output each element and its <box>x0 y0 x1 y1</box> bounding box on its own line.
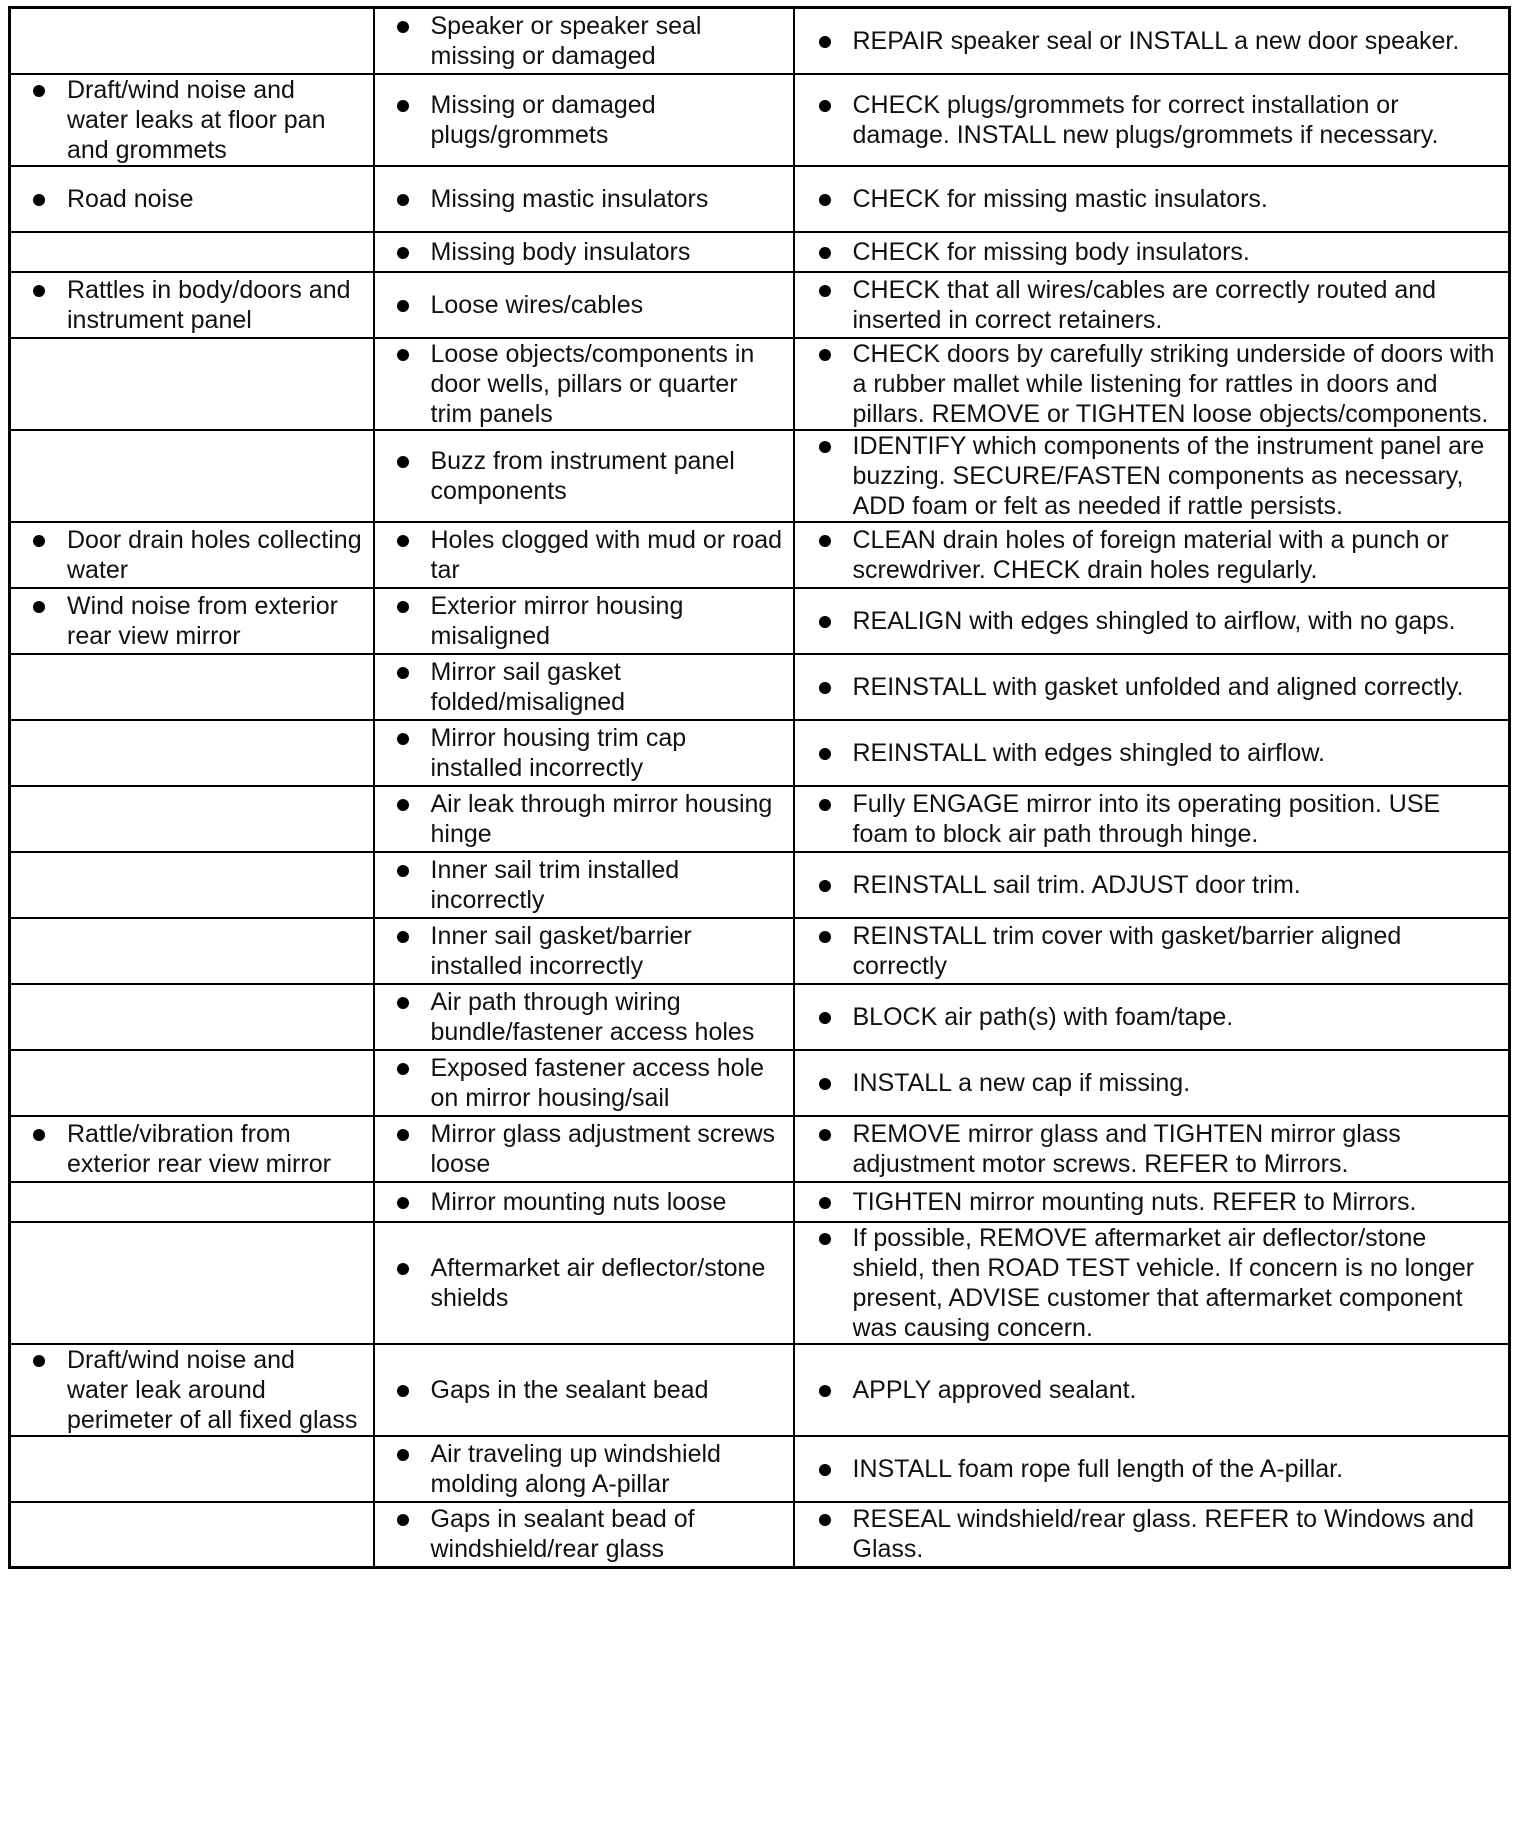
bullet-icon <box>33 285 45 297</box>
cause-text: Mirror mounting nuts loose <box>430 1187 727 1216</box>
condition-text: Door drain holes collecting water <box>67 525 362 584</box>
bullet-icon <box>819 535 831 547</box>
cause-text: Loose wires/cables <box>430 290 644 319</box>
condition-cell <box>10 918 374 984</box>
action-text: REINSTALL sail trim. ADJUST door trim. <box>852 870 1301 899</box>
bullet-icon <box>819 194 831 206</box>
cause-text: Exterior mirror housing misaligned <box>430 591 684 650</box>
action-cell <box>794 74 1510 166</box>
cause-cell <box>374 272 794 338</box>
cause-text: Inner sail trim installed incorrectly <box>430 855 680 914</box>
cause-cell <box>374 720 794 786</box>
bullet-icon <box>819 1078 831 1090</box>
cause-text: Gaps in sealant bead of windshield/rear glass <box>430 1505 695 1564</box>
bullet-icon <box>397 799 409 811</box>
bullet-icon <box>819 748 831 760</box>
condition-cell <box>10 588 374 654</box>
cause-text: Air leak through mirror housing hinge <box>430 789 773 848</box>
action-cell <box>794 338 1510 430</box>
diagnosis-table-body <box>10 8 1510 1568</box>
cause-text: Exposed fastener access hole on mirror housing/sail <box>430 1053 765 1112</box>
bullet-icon <box>397 1129 409 1141</box>
table-row <box>10 1050 1510 1116</box>
table-row <box>10 430 1510 522</box>
bullet-icon <box>397 1197 409 1209</box>
action-text: CHECK for missing body insulators. <box>852 237 1250 266</box>
cause-cell <box>374 74 794 166</box>
cause-cell <box>374 1050 794 1116</box>
action-text: INSTALL foam rope full length of the A-pillar. <box>852 1454 1344 1483</box>
condition-cell <box>10 166 374 232</box>
table-row <box>10 272 1510 338</box>
bullet-icon <box>819 799 831 811</box>
table-row <box>10 720 1510 786</box>
condition-text: Road noise <box>67 184 194 213</box>
condition-cell <box>10 1182 374 1222</box>
action-text: IDENTIFY which components of the instrument panel are buzzing. SECURE/FASTEN components as necessary, ADD foam or felt as needed if rattle persists. <box>852 431 1485 520</box>
action-cell <box>794 8 1510 74</box>
action-cell <box>794 1344 1510 1436</box>
action-cell <box>794 918 1510 984</box>
condition-cell <box>10 720 374 786</box>
action-cell <box>794 1502 1510 1568</box>
bullet-icon <box>819 100 831 112</box>
bullet-icon <box>33 535 45 547</box>
action-text: CHECK doors by carefully striking underside of doors with a rubber mallet while listening for rattles in doors and pillars. REMOVE or TIGHTEN loose objects/components. <box>852 339 1495 428</box>
bullet-icon <box>397 1063 409 1075</box>
bullet-icon <box>819 1464 831 1476</box>
action-cell <box>794 1182 1510 1222</box>
bullet-icon <box>397 1449 409 1461</box>
condition-cell <box>10 1222 374 1344</box>
action-text: If possible, REMOVE aftermarket air deflector/stone shield, then ROAD TEST vehicle. If concern is no longer present, ADVISE customer that aftermarket component was causing concern. <box>852 1223 1475 1342</box>
cause-cell <box>374 588 794 654</box>
condition-text: Rattle/vibration from exterior rear view mirror <box>67 1119 331 1178</box>
action-cell <box>794 720 1510 786</box>
condition-cell <box>10 786 374 852</box>
bullet-icon <box>397 535 409 547</box>
bullet-icon <box>819 1197 831 1209</box>
table-row <box>10 1182 1510 1222</box>
cause-cell <box>374 1502 794 1568</box>
condition-cell <box>10 984 374 1050</box>
action-text: RESEAL windshield/rear glass. REFER to Windows and Glass. <box>852 1505 1475 1564</box>
bullet-icon <box>397 667 409 679</box>
action-text: CHECK plugs/grommets for correct installation or damage. INSTALL new plugs/grommets if necessary. <box>852 90 1439 149</box>
cause-cell <box>374 852 794 918</box>
cause-cell <box>374 1116 794 1182</box>
cause-text: Loose objects/components in door wells, pillars or quarter trim panels <box>430 339 755 428</box>
cause-cell <box>374 1436 794 1502</box>
condition-cell <box>10 232 374 272</box>
cause-text: Gaps in the sealant bead <box>430 1375 709 1404</box>
cause-cell <box>374 232 794 272</box>
cause-text: Speaker or speaker seal missing or damaged <box>430 11 702 70</box>
cause-cell <box>374 1344 794 1436</box>
action-text: REINSTALL with edges shingled to airflow. <box>852 738 1325 767</box>
bullet-icon <box>397 733 409 745</box>
action-text: REALIGN with edges shingled to airflow, with no gaps. <box>852 606 1456 635</box>
table-row <box>10 74 1510 166</box>
cause-text: Aftermarket air deflector/stone shields <box>430 1253 766 1312</box>
action-text: REMOVE mirror glass and TIGHTEN mirror glass adjustment motor screws. REFER to Mirrors. <box>852 1119 1401 1178</box>
bullet-icon <box>397 931 409 943</box>
cause-text: Mirror sail gasket folded/misaligned <box>430 657 626 716</box>
bullet-icon <box>397 300 409 312</box>
action-cell <box>794 588 1510 654</box>
action-text: BLOCK air path(s) with foam/tape. <box>852 1002 1234 1031</box>
cause-cell <box>374 786 794 852</box>
cause-cell <box>374 918 794 984</box>
action-text: INSTALL a new cap if missing. <box>852 1068 1191 1097</box>
condition-cell <box>10 852 374 918</box>
bullet-icon <box>819 880 831 892</box>
cause-cell <box>374 1182 794 1222</box>
bullet-icon <box>819 1233 831 1245</box>
bullet-icon <box>397 194 409 206</box>
condition-cell <box>10 1502 374 1568</box>
cause-cell <box>374 430 794 522</box>
bullet-icon <box>33 1355 45 1367</box>
action-text: REPAIR speaker seal or INSTALL a new door speaker. <box>852 26 1460 55</box>
table-row <box>10 232 1510 272</box>
condition-cell <box>10 1344 374 1436</box>
cause-text: Missing body insulators <box>430 237 691 266</box>
table-row <box>10 1502 1510 1568</box>
condition-cell <box>10 272 374 338</box>
condition-cell <box>10 1050 374 1116</box>
condition-cell <box>10 430 374 522</box>
bullet-icon <box>33 1129 45 1141</box>
condition-text: Rattles in body/doors and instrument panel <box>67 275 351 334</box>
table-row <box>10 1222 1510 1344</box>
condition-cell <box>10 522 374 588</box>
cause-text: Mirror glass adjustment screws loose <box>430 1119 776 1178</box>
cause-cell <box>374 8 794 74</box>
action-cell <box>794 984 1510 1050</box>
action-cell <box>794 1436 1510 1502</box>
cause-cell <box>374 654 794 720</box>
condition-cell <box>10 1436 374 1502</box>
table-row <box>10 918 1510 984</box>
bullet-icon <box>397 1514 409 1526</box>
table-row <box>10 166 1510 232</box>
bullet-icon <box>819 1514 831 1526</box>
table-row <box>10 852 1510 918</box>
table-row <box>10 8 1510 74</box>
cause-cell <box>374 1222 794 1344</box>
bullet-icon <box>819 1129 831 1141</box>
cause-text: Mirror housing trim cap installed incorrectly <box>430 723 687 782</box>
cause-text: Air traveling up windshield molding along A-pillar <box>430 1439 721 1498</box>
cause-text: Inner sail gasket/barrier installed incorrectly <box>430 921 692 980</box>
condition-cell <box>10 338 374 430</box>
table-row <box>10 786 1510 852</box>
bullet-icon <box>819 1012 831 1024</box>
bullet-icon <box>397 997 409 1009</box>
table-row <box>10 522 1510 588</box>
bullet-icon <box>397 1385 409 1397</box>
action-text: REINSTALL with gasket unfolded and aligned correctly. <box>852 672 1464 701</box>
bullet-icon <box>397 1263 409 1275</box>
bullet-icon <box>33 85 45 97</box>
cause-cell <box>374 166 794 232</box>
table-row <box>10 1344 1510 1436</box>
bullet-icon <box>819 349 831 361</box>
table-row <box>10 654 1510 720</box>
action-cell <box>794 430 1510 522</box>
bullet-icon <box>819 931 831 943</box>
bullet-icon <box>397 247 409 259</box>
action-cell <box>794 1116 1510 1182</box>
action-cell <box>794 852 1510 918</box>
action-cell <box>794 786 1510 852</box>
bullet-icon <box>819 682 831 694</box>
condition-cell <box>10 1116 374 1182</box>
action-cell <box>794 522 1510 588</box>
action-cell <box>794 654 1510 720</box>
condition-cell <box>10 74 374 166</box>
cause-text: Missing or damaged plugs/grommets <box>430 90 656 149</box>
bullet-icon <box>819 247 831 259</box>
condition-cell <box>10 8 374 74</box>
diagnosis-table <box>8 6 1511 1569</box>
bullet-icon <box>33 601 45 613</box>
cause-text: Buzz from instrument panel components <box>430 446 735 505</box>
table-row <box>10 1116 1510 1182</box>
action-text: REINSTALL trim cover with gasket/barrier aligned correctly <box>852 921 1402 980</box>
cause-cell <box>374 522 794 588</box>
condition-cell <box>10 654 374 720</box>
action-text: TIGHTEN mirror mounting nuts. REFER to Mirrors. <box>852 1187 1417 1216</box>
action-text: CHECK for missing mastic insulators. <box>852 184 1268 213</box>
condition-text: Wind noise from exterior rear view mirror <box>67 591 338 650</box>
condition-text: Draft/wind noise and water leak around perimeter of all fixed glass <box>67 1345 358 1434</box>
bullet-icon <box>397 865 409 877</box>
table-row <box>10 984 1510 1050</box>
bullet-icon <box>819 285 831 297</box>
action-cell <box>794 1222 1510 1344</box>
bullet-icon <box>397 100 409 112</box>
bullet-icon <box>819 616 831 628</box>
table-row <box>10 338 1510 430</box>
bullet-icon <box>819 1385 831 1397</box>
bullet-icon <box>397 601 409 613</box>
cause-cell <box>374 984 794 1050</box>
bullet-icon <box>33 194 45 206</box>
bullet-icon <box>397 349 409 361</box>
table-row <box>10 588 1510 654</box>
action-text: CHECK that all wires/cables are correctly routed and inserted in correct retainers. <box>852 275 1437 334</box>
cause-text: Air path through wiring bundle/fastener access holes <box>430 987 755 1046</box>
bullet-icon <box>819 441 831 453</box>
cause-cell <box>374 338 794 430</box>
action-text: CLEAN drain holes of foreign material with a punch or screwdriver. CHECK drain holes regularly. <box>852 525 1449 584</box>
action-cell <box>794 166 1510 232</box>
action-cell <box>794 272 1510 338</box>
cause-text: Missing mastic insulators <box>430 184 709 213</box>
table-row <box>10 1436 1510 1502</box>
action-text: APPLY approved sealant. <box>852 1375 1137 1404</box>
cause-text: Holes clogged with mud or road tar <box>430 525 783 584</box>
condition-text: Draft/wind noise and water leaks at floor pan and grommets <box>67 75 326 164</box>
bullet-icon <box>397 456 409 468</box>
bullet-icon <box>397 21 409 33</box>
action-text: Fully ENGAGE mirror into its operating position. USE foam to block air path through hinge. <box>852 789 1441 848</box>
bullet-icon <box>819 36 831 48</box>
action-cell <box>794 1050 1510 1116</box>
action-cell <box>794 232 1510 272</box>
